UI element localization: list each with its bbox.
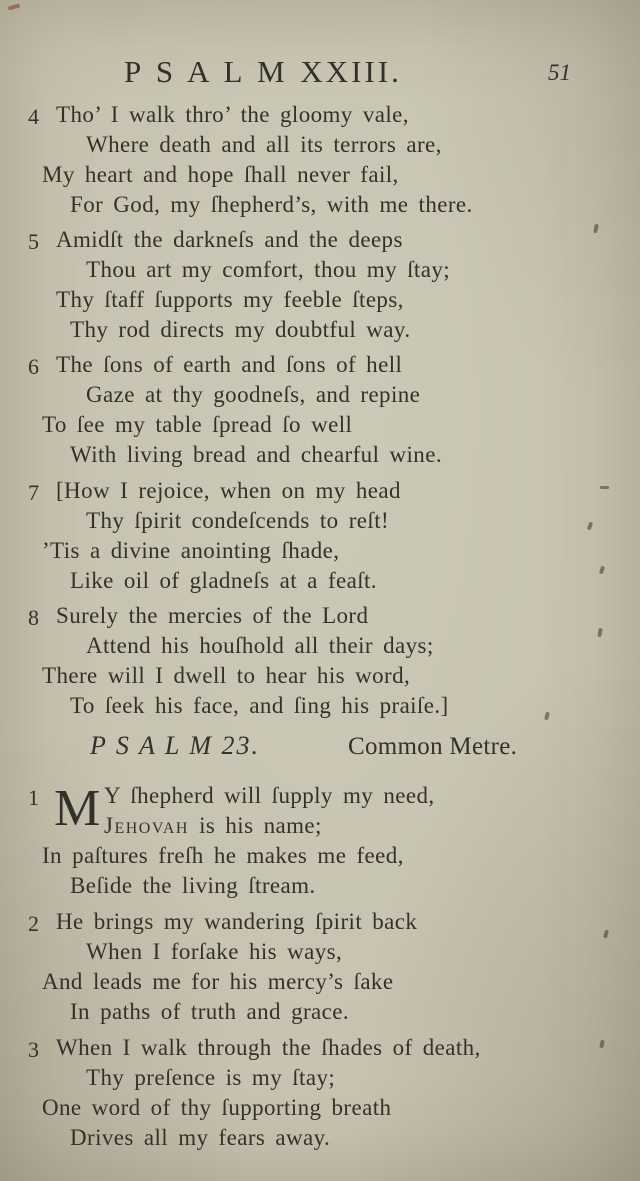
psalm-line: And leads me for his mercy’s ſake bbox=[42, 969, 394, 994]
drop-cap: M bbox=[54, 780, 101, 837]
psalm-line: In paſtures freſh he makes me feed, bbox=[42, 843, 404, 868]
page-header bbox=[0, 54, 640, 94]
verse-number: 4 bbox=[28, 104, 39, 129]
verse-number: 1 bbox=[28, 785, 39, 810]
psalm-line: For God, my ſhepherd’s, with me there. bbox=[70, 192, 473, 217]
page-title: P S A L M XXIII. bbox=[124, 54, 402, 89]
verse bbox=[0, 781, 640, 901]
psalm-line: Thy ſtaff ſupports my feeble ſteps, bbox=[56, 287, 404, 312]
psalm-line: Beſide the living ſtream. bbox=[70, 873, 316, 898]
jehovah-smallcaps: Jehovah bbox=[104, 813, 189, 838]
psalm-line: The ſons of earth and ſons of hell bbox=[56, 352, 403, 377]
psalm-line bbox=[104, 811, 640, 841]
verse bbox=[0, 907, 640, 1027]
verse-number: 6 bbox=[28, 354, 39, 379]
section-heading bbox=[0, 731, 640, 765]
page-content bbox=[0, 100, 640, 1158]
verse bbox=[0, 225, 640, 345]
psalm-line: Attend his houſhold all their days; bbox=[86, 633, 434, 658]
psalm-line: To ſee my table ſpread ſo well bbox=[42, 412, 353, 437]
verse bbox=[0, 350, 640, 470]
psalm-line: One word of thy ſupporting breath bbox=[42, 1095, 392, 1120]
psalm-line: Amidſt the darkneſs and the deeps bbox=[56, 227, 403, 252]
psalm-line-rest: is his name; bbox=[188, 813, 322, 838]
psalm-line: Thy ſpirit condeſcends to reſt! bbox=[86, 508, 390, 533]
psalm-line: Y ſhepherd will ſupply my need, bbox=[104, 783, 435, 808]
psalm-line: He brings my wandering ſpirit back bbox=[56, 909, 418, 934]
psalm-line: Drives all my fears away. bbox=[70, 1125, 331, 1150]
verse-number: 2 bbox=[28, 911, 39, 936]
verse bbox=[0, 100, 640, 220]
psalm-line: To ſeek his face, and ſing his praiſe.] bbox=[70, 693, 449, 718]
verse-number: 7 bbox=[28, 480, 39, 505]
verse bbox=[0, 601, 640, 721]
psalm-line: Where death and all its terrors are, bbox=[86, 132, 442, 157]
psalm-line: [How I rejoice, when on my head bbox=[56, 478, 401, 503]
psalm-line: My heart and hope ſhall never fail, bbox=[42, 162, 399, 187]
psalm-line: In paths of truth and grace. bbox=[70, 999, 350, 1024]
verse-number: 3 bbox=[28, 1037, 39, 1062]
psalm-line: When I walk through the ſhades of death, bbox=[56, 1035, 481, 1060]
psalm-heading-italic: P S A L M 23. bbox=[90, 731, 261, 760]
psalm-line: When I forſake his ways, bbox=[86, 939, 343, 964]
page-number: 51 bbox=[548, 60, 571, 85]
psalm-line: Thou art my comfort, thou my ſtay; bbox=[86, 257, 451, 282]
psalm-line: Gaze at thy goodneſs, and repine bbox=[86, 382, 421, 407]
psalm-line: ’Tis a divine anointing ſhade, bbox=[42, 538, 340, 563]
psalm-line: With living bread and chearful wine. bbox=[70, 442, 442, 467]
verse-number: 8 bbox=[28, 605, 39, 630]
metre-label: Common Metre. bbox=[348, 733, 518, 760]
verse-number: 5 bbox=[28, 229, 39, 254]
verse bbox=[0, 476, 640, 596]
psalm-line: Surely the mercies of the Lord bbox=[56, 603, 369, 628]
psalm-line: Tho’ I walk thro’ the gloomy vale, bbox=[56, 102, 409, 127]
psalm-line: There will I dwell to hear his word, bbox=[42, 663, 411, 688]
psalm-line: Thy rod directs my doubtful way. bbox=[70, 317, 411, 342]
psalm-line: Like oil of gladneſs at a feaſt. bbox=[70, 568, 377, 593]
verse bbox=[0, 1033, 640, 1153]
psalm-line: Thy preſence is my ſtay; bbox=[86, 1065, 336, 1090]
